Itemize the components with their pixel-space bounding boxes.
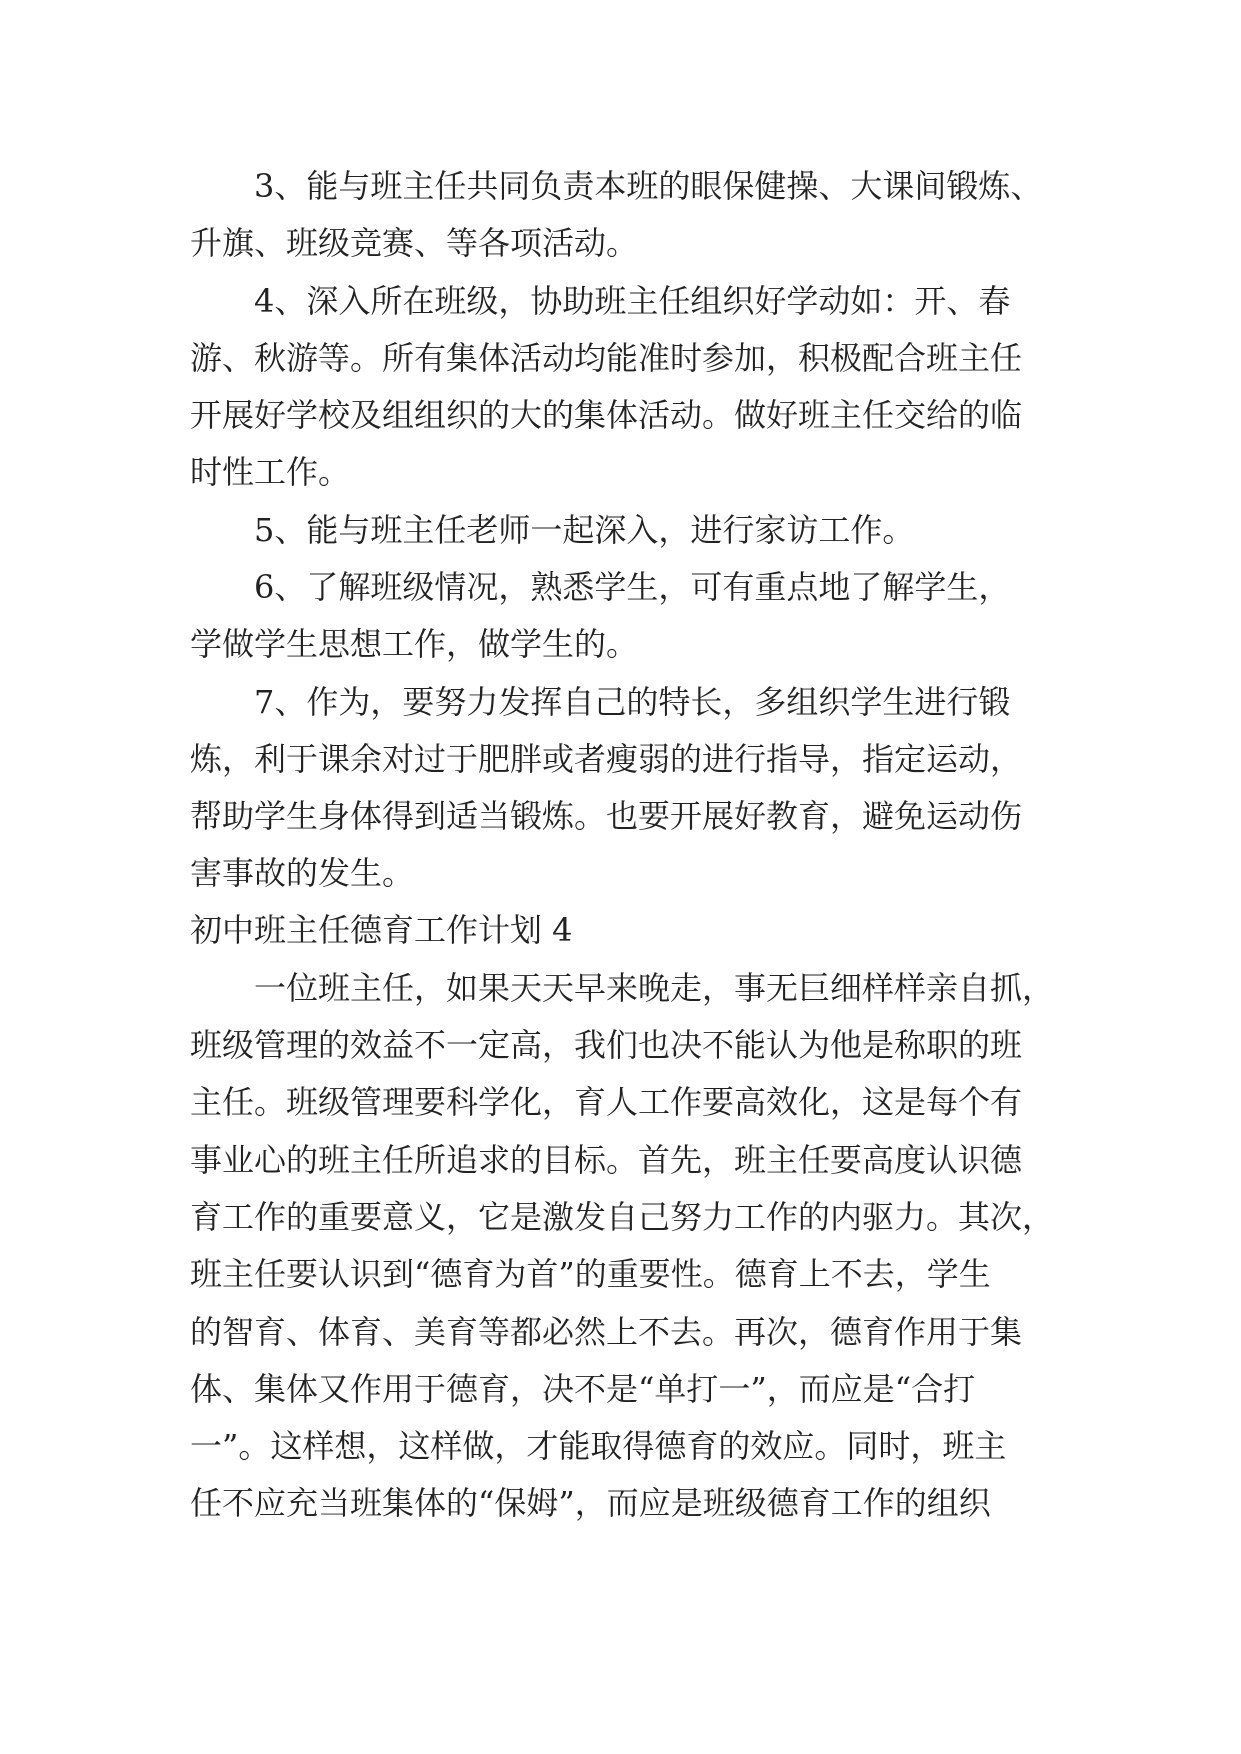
paragraph-8-line-10: 任不应充当班集体的“保姆”，而应是班级德育工作的组织 [190, 1484, 991, 1522]
paragraph-8-line-3: 主任。班级管理要科学化，育人工作要高效化，这是每个有 [190, 1083, 1023, 1121]
paragraph-4-line-3: 开展好学校及组组织的大的集体活动。做好班主任交给的临 [190, 396, 1023, 434]
paragraph-8-line-8: 体、集体又作用于德育，决不是“单打一”，而应是“合打 [190, 1370, 976, 1408]
paragraph-8-line-7: 的智育、体育、美育等都必然上不去。再次，德育作用于集 [190, 1313, 1023, 1351]
paragraph-7-line-3: 帮助学生身体得到适当锻炼。也要开展好教育，避免运动伤 [190, 797, 1023, 835]
paragraph-8-line-6: 班主任要认识到“德育为首”的重要性。德育上不去，学生 [190, 1255, 991, 1293]
section-heading: 初中班主任德育工作计划 4 [190, 911, 573, 949]
paragraph-8-line-9: 一”。这样想，这样做，才能取得德育的效应。同时，班主 [190, 1427, 1007, 1465]
paragraph-8-line-1: 一位班主任，如果天天早来晚走，事无巨细样样亲自抓， [254, 969, 1055, 1007]
paragraph-7-line-2: 炼，利于课余对过于肥胖或者瘦弱的进行指导，指定运动， [190, 740, 1023, 778]
paragraph-8-line-5: 育工作的重要意义，它是激发自己努力工作的内驱力。其次， [190, 1198, 1055, 1236]
paragraph-8-line-4: 事业心的班主任所追求的目标。首先，班主任要高度认识德 [190, 1141, 1023, 1179]
paragraph-4-line-1: 4、深入所在班级，协助班主任组织好学动如：开、春 [254, 282, 1011, 320]
paragraph-3-line-2: 升旗、班级竞赛、等各项活动。 [190, 224, 639, 262]
paragraph-7-line-4: 害事故的发生。 [190, 854, 415, 892]
paragraph-5-line-1: 5、能与班主任老师一起深入，进行家访工作。 [254, 511, 915, 549]
paragraph-3-line-1: 3、能与班主任共同负责本班的眼保健操、大课间锻炼、 [254, 167, 1043, 205]
paragraph-6-line-2: 学做学生思想工作，做学生的。 [190, 625, 639, 663]
paragraph-4-line-2: 游、秋游等。所有集体活动均能准时参加，积极配合班主任 [190, 339, 1023, 377]
paragraph-6-line-1: 6、了解班级情况，熟悉学生，可有重点地了解学生， [254, 568, 1011, 606]
paragraph-7-line-1: 7、作为，要努力发挥自己的特长，多组织学生进行锻 [254, 683, 1011, 721]
paragraph-4-line-4: 时性工作。 [190, 453, 351, 491]
paragraph-8-line-2: 班级管理的效益不一定高，我们也决不能认为他是称职的班 [190, 1026, 1023, 1064]
